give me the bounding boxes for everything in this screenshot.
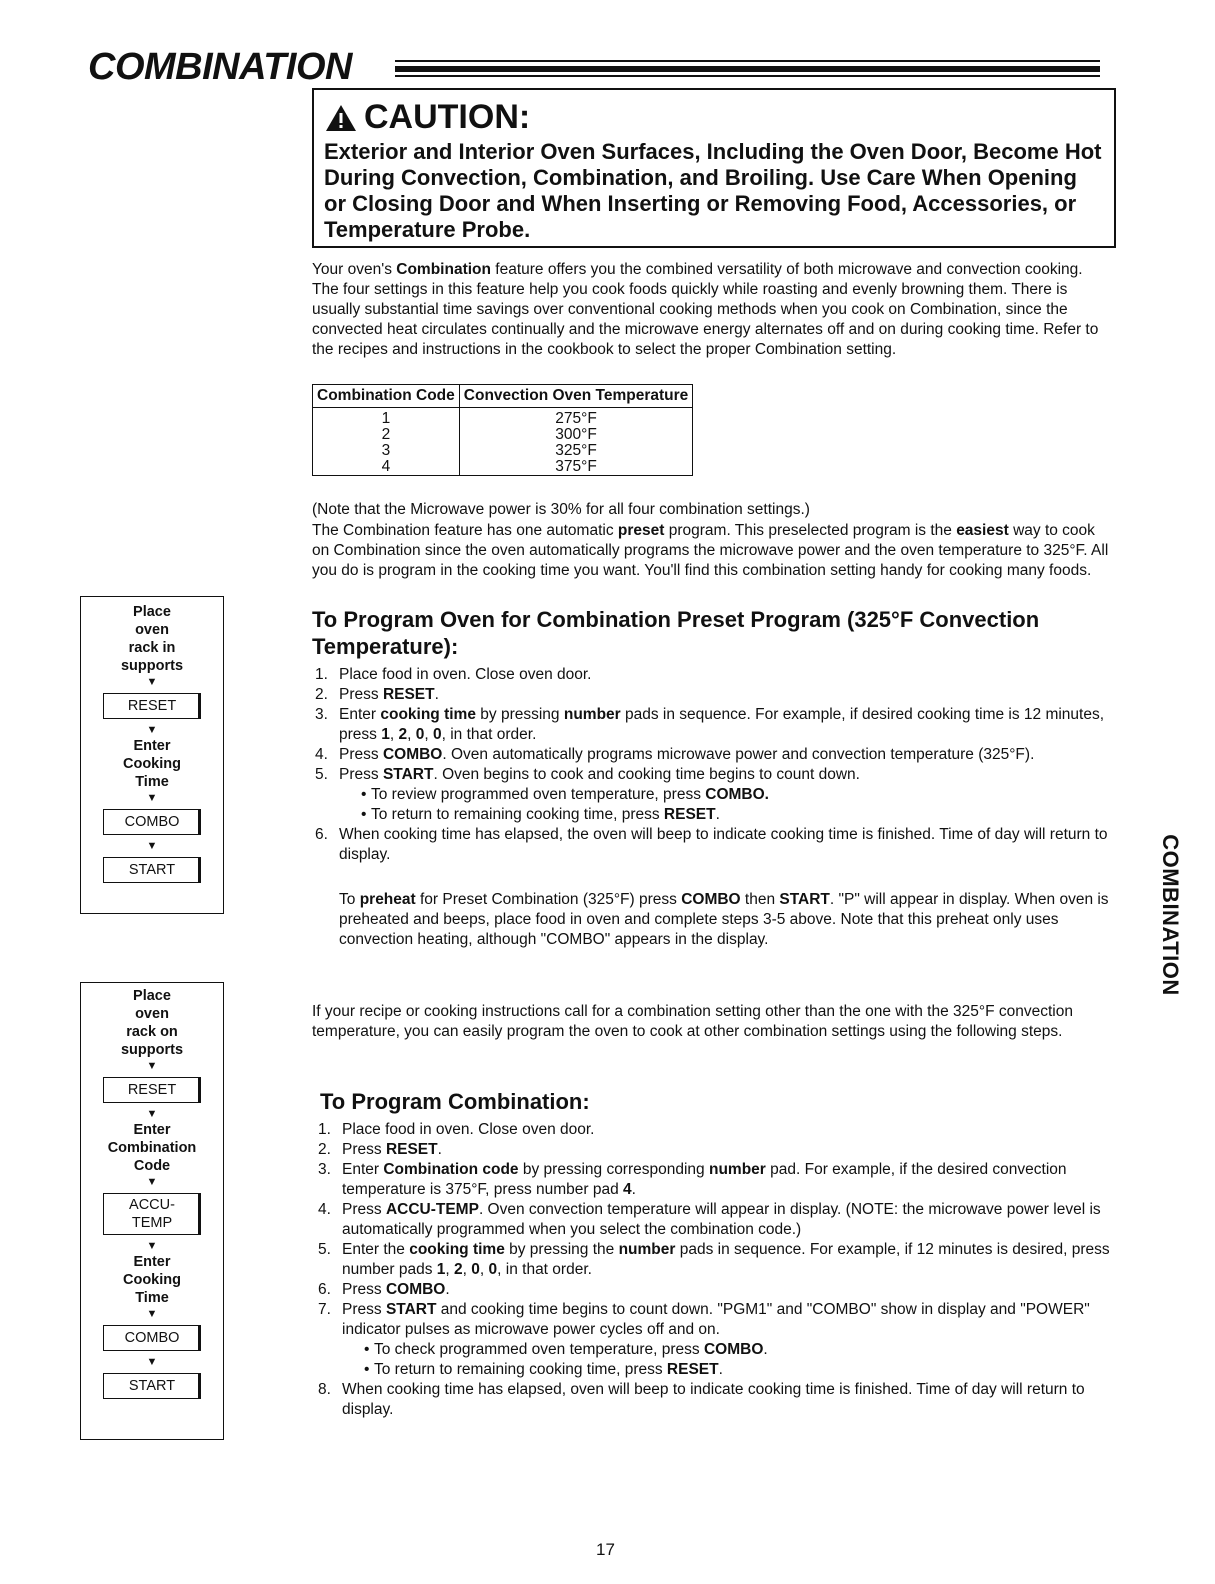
list-item: 4. Press COMBO. Oven automatically programs microwave power and convection temperature (325°F). [315, 746, 1035, 763]
note-paragraph: (Note that the Microwave power is 30% for all four combination settings.) [312, 501, 810, 518]
header-rule-bottom [395, 75, 1100, 77]
caution-text: Exterior and Interior Oven Surfaces, Including the Oven Door, Become Hot During Convection, Combination, and Broiling. Use Care When Opening or Closing Door and When Inserting or Removing Food, Accessories, or Temperature Probe. [324, 139, 1102, 242]
combination-table [312, 384, 693, 476]
list-item: 6. When cooking time has elapsed, the oven will beep to indicate cooking time is finished. Time of day will return to display. [315, 826, 1108, 863]
preset-paragraph: The Combination feature has one automatic preset program. This preselected program is the easiest way to cook on Combination since the oven automatically programs the microwave power and the oven temperature to 325°F. All you do is program in the cooking time you want. You'll find this combination setting handy for cooking many foods. [312, 522, 1109, 579]
sidebar-preset-summary: Place oven rack in supports ▼ RESET ▼ Enter Cooking Time ▼ COMBO ▼ START [80, 596, 224, 914]
table-header: Convection Oven Temperature [459, 385, 693, 408]
list-item: 2. Press RESET. [318, 1141, 442, 1158]
down-arrow-icon: ▼ [146, 724, 158, 736]
combination-steps [318, 1120, 1118, 1420]
combo-key-label: COMBO [103, 809, 201, 835]
page-number: 17 [596, 1540, 615, 1559]
reset-key-label: RESET [103, 1077, 201, 1103]
caution-heading [324, 98, 1104, 137]
list-item: • To review programmed oven temperature, press COMBO. [361, 785, 1115, 805]
list-item: • To return to remaining cooking time, press RESET. [364, 1360, 1118, 1380]
down-arrow-icon: ▼ [146, 840, 158, 852]
list-item: 5. Enter the cooking time by pressing the number pads in sequence. For example, if 12 minutes is desired, press number pads 1, 2, 0, 0, in that order. [318, 1241, 1110, 1278]
preset-steps [315, 665, 1115, 865]
page-title: COMBINATION [88, 46, 352, 88]
table-row: 3 325°F [313, 443, 693, 459]
table-row: 2 300°F [313, 427, 693, 443]
list-item: 4. Press ACCU-TEMP. Oven convection temperature will appear in display. (NOTE: the microwave power level is automatically programmed when you select the combination code.) [318, 1201, 1101, 1238]
down-arrow-icon: ▼ [146, 1308, 158, 1320]
list-item: 1. Place food in oven. Close oven door. [315, 666, 592, 683]
intro-paragraph: Your oven's Combination feature offers you the combined versatility of both microwave and convection cooking. The four settings in this feature help you cook foods quickly while roasting and evenly browning them. There is usually substantial time savings over conventional cooking methods when you cook on Combination, since the convected heat circulates continually and the microwave energy alternates off and on during cooking time. Refer to the recipes and instructions in the cookbook to select the proper Combination setting. [312, 261, 1099, 358]
down-arrow-icon: ▼ [146, 1060, 158, 1072]
start-key-label: START [103, 857, 201, 883]
accu-temp-key-label: ACCU- TEMP [103, 1193, 201, 1235]
header-rule-thick [395, 66, 1100, 72]
preheat-paragraph: To preheat for Preset Combination (325°F) press COMBO then START. "P" will appear in display. When oven is preheated and beeps, place food in oven and complete steps 3-5 above. Note that this preheat only uses convection heating, although "COMBO" appears in the display. [339, 891, 1109, 948]
down-arrow-icon: ▼ [146, 1240, 158, 1252]
list-item: 8. When cooking time has elapsed, oven will beep to indicate cooking time is finished. Time of day will return to display. [318, 1381, 1085, 1418]
header-rule-top [395, 60, 1100, 62]
down-arrow-icon: ▼ [146, 1108, 158, 1120]
list-item: 3. Enter Combination code by pressing corresponding number pad. For example, if the desired convection temperature is 375°F, press number pad 4. [318, 1161, 1067, 1198]
down-arrow-icon: ▼ [146, 1176, 158, 1188]
side-tab: COMBINATION [1158, 834, 1183, 996]
list-item: • To return to remaining cooking time, press RESET. [361, 805, 1115, 825]
start-key-label: START [103, 1373, 201, 1399]
list-item: 6. Press COMBO. [318, 1281, 450, 1298]
down-arrow-icon: ▼ [146, 676, 158, 688]
other-settings-paragraph: If your recipe or cooking instructions call for a combination setting other than the one with the 325°F convection temperature, you can easily program the oven to cook at other combination settings using the following steps. [312, 1003, 1073, 1040]
sidebar-combination-summary: Place oven rack on supports ▼ RESET ▼ Enter Combination Code ▼ ACCU- TEMP ▼ Enter Cooking Time ▼ COMBO ▼ START [80, 982, 224, 1440]
list-item: 7. Press START and cooking time begins to count down. "PGM1" and "COMBO" show in display and "POWER" indicator pulses as microwave power cycles off and on. • To check programmed oven temperature, press COMBO. • To return to remaining cooking time, press RESET. [318, 1300, 1118, 1380]
combo-key-label: COMBO [103, 1325, 201, 1351]
caution-label: CAUTION: [364, 98, 531, 136]
list-item: • To check programmed oven temperature, press COMBO. [364, 1340, 1118, 1360]
section-heading-preset: To Program Oven for Combination Preset Program (325°F Convection Temperature): [312, 607, 1040, 659]
reset-key-label: RESET [103, 693, 201, 719]
list-item: 3. Enter cooking time by pressing number pads in sequence. For example, if desired cooking time is 12 minutes, press 1, 2, 0, 0, in that order. [315, 706, 1105, 743]
list-item: 5. Press START. Oven begins to cook and cooking time begins to count down. • To review programmed oven temperature, press COMBO. • To return to remaining cooking time, press RESET. [315, 765, 1115, 825]
warning-icon [324, 103, 358, 133]
list-item: 1. Place food in oven. Close oven door. [318, 1121, 595, 1138]
table-header: Combination Code [313, 385, 460, 408]
section-heading-combination: To Program Combination: [320, 1089, 590, 1114]
down-arrow-icon: ▼ [146, 1356, 158, 1368]
list-item: 2. Press RESET. [315, 686, 439, 703]
down-arrow-icon: ▼ [146, 792, 158, 804]
caution-box [312, 88, 1116, 248]
table-row: 1 275°F [313, 408, 693, 428]
table-row: 4 375°F [313, 459, 693, 476]
